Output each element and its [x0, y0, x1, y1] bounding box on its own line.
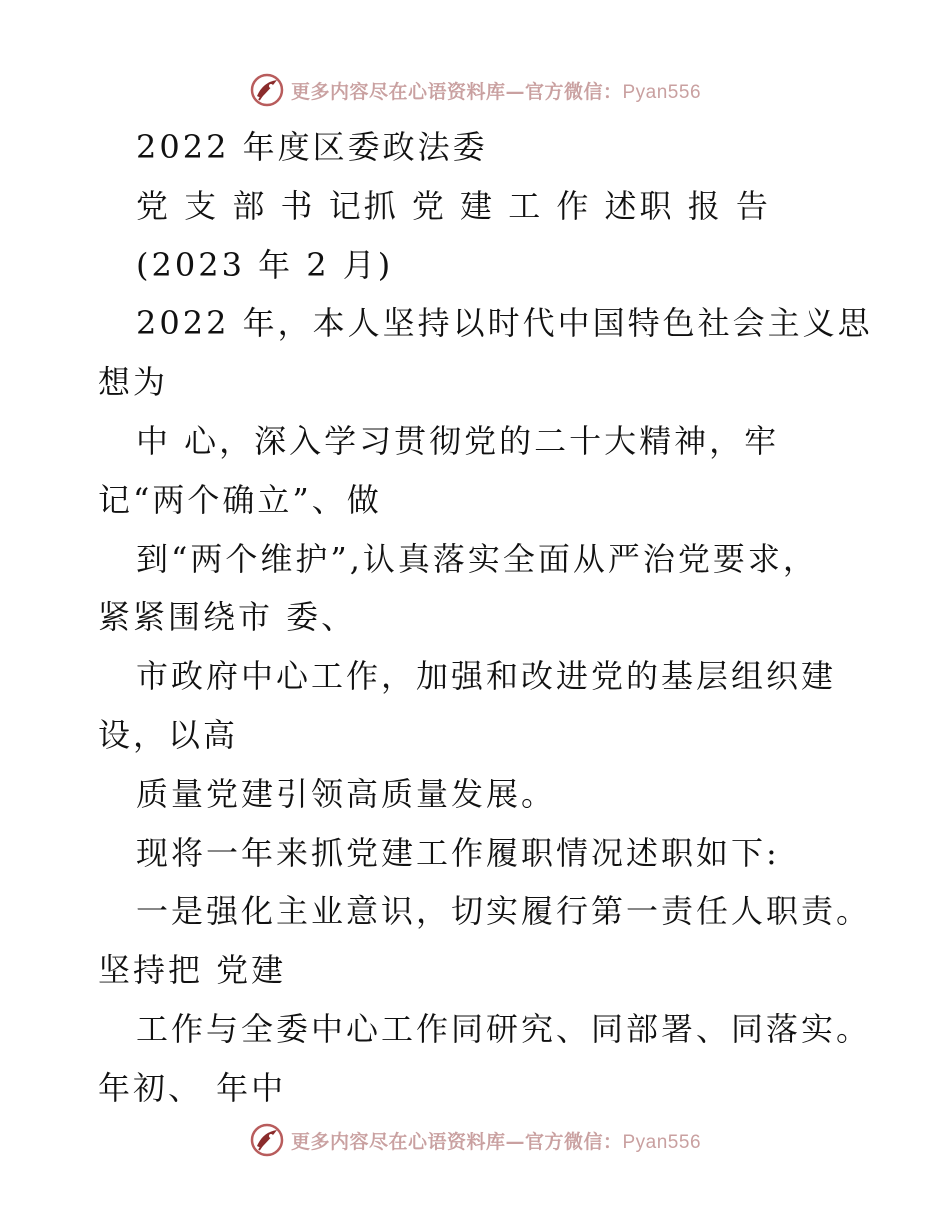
banner-text [291, 77, 701, 104]
doc-title-line: 2022 年度区委政法委 [136, 128, 488, 166]
footer-watermark-banner [0, 1120, 950, 1160]
doc-date-line: (2023 年 2 月) [136, 245, 394, 284]
banner-content [249, 1122, 701, 1158]
banner-contact: Pyan556 [622, 81, 702, 103]
paragraph-line: 紧紧围绕市 委、 [98, 598, 357, 637]
paragraph-line: 想为 [98, 363, 169, 402]
banner-label: 更多内容尽在心语资料库—官方微信： [290, 1130, 623, 1153]
paragraph-line: 一是强化主业意识，切实履行第一责任人职责。 [136, 892, 872, 931]
paragraph-line: 记“两个确立”、做 [98, 480, 382, 519]
paragraph-line: 年初、 年中 [98, 1068, 287, 1107]
banner-text [291, 1127, 701, 1154]
banner-contact: Pyan556 [622, 1131, 702, 1153]
paragraph-line: 坚持把 党建 [98, 951, 287, 990]
paragraph-line: 2022 年，本人坚持以时代中国特色社会主义思 [136, 304, 873, 343]
pen-logo-icon [249, 1122, 285, 1158]
doc-subtitle-line: 党 支 部 书 记抓 党 建 工 作 述职 报 告 [136, 186, 771, 225]
paragraph-line: 到“两个维护”,认真落实全面从严治党要求， [136, 539, 818, 578]
paragraph-line: 市政府中心工作，加强和改进党的基层组织建 [136, 657, 837, 696]
paragraph-line: 中 心，深入学习贯彻党的二十大精神，牢 [136, 421, 780, 460]
paragraph-line: 工作与全委中心工作同研究、同部署、同落实。 [136, 1009, 872, 1048]
paragraph-line: 现将一年来抓党建工作履职情况述职如下: [136, 833, 780, 872]
paragraph-line: 设，以高 [98, 715, 239, 754]
header-watermark-banner [0, 70, 950, 110]
banner-label: 更多内容尽在心语资料库—官方微信： [290, 80, 623, 103]
pen-logo-icon [249, 72, 285, 108]
banner-content [249, 72, 701, 108]
document-body [98, 118, 873, 1118]
paragraph-line: 质量党建引领高质量发展。 [136, 774, 557, 813]
